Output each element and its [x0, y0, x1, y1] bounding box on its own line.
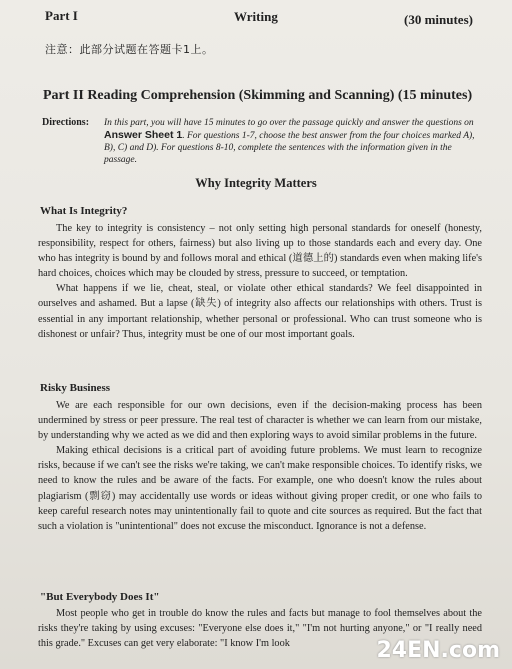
directions-label: Directions:: [42, 117, 90, 128]
paragraph: We are each responsible for our own decisions, even if the decision-making process has been undermined by stress or peer pressure. The real test of character is whether we can learn from our mistake, by understanding why we acted as we did and then exploring ways to avoid similar problems in the future.: [38, 400, 482, 442]
directions-text-part2: . For questions 1-7, choose the best answer from the four choices marked A), B), C) and D). For questions 8-10, complete the sentences with the information given in the passage.: [104, 131, 475, 165]
section-heading-integrity: What Is Integrity?: [40, 205, 128, 217]
part1-label: Part I: [45, 8, 78, 23]
directions-text: [104, 117, 484, 166]
paragraph: Making ethical decisions is a critical part of avoiding future problems. We must learn to recognize risks, because if we can't see the risks we're taking, we can't make responsible choices. To identify risks, we need to know the rules and be aware of the facts. For example, one who doesn't know the rules about plagiarism (剽窃) may accidentally use words or ideas without giving proper credit, or one who fails to keep careful research notes may unintentionally fail to quote and cite sources as required. But the fact that such a violation is "unintentional" does not excuse the misconduct. Ignorance is not a defense.: [38, 445, 482, 532]
article-title: Why Integrity Matters: [195, 176, 317, 190]
directions-text-part1: In this part, you will have 15 minutes to go over the passage quickly and answer the questions on: [104, 118, 474, 128]
answer-sheet-ref: Answer Sheet 1: [104, 129, 183, 141]
part1-minutes: (30 minutes): [404, 12, 473, 27]
paragraph: Most people who get in trouble do know the rules and facts but manage to fool themselves about the risks they're taking by using excuses: "Everyone else does it," "I'm not hurting anyone," or "I really need this grade." Excuses can get very elaborate: "I know I'm look: [38, 608, 482, 650]
paragraph: What happens if we lie, cheat, steal, or violate other ethical standards? We feel disappointed in ourselves and ashamed. But a lapse (缺失) of integrity also affects our relationships with others. Trust is essential in any important relationship, whether personal or professional. Who can trust someone who is dishonest or unfair? Thus, integrity must be one of our most important goals.: [38, 283, 482, 340]
answer-sheet-notice: 注意：此部分试题在答题卡1上。: [45, 43, 214, 56]
part1-title: Writing: [234, 9, 278, 24]
section-heading-risky-business: Risky Business: [40, 382, 111, 394]
paragraph: The key to integrity is consistency – not only setting high personal standards for oneself (honesty, responsibility, respect for others, fairness) but also living up to those standards each and every day. One who has integrity is bound by and follows moral and ethical (道德上的) standards even when making life's hard choices, choices which may be clouded by stress, pressure to succeed, or temptation.: [38, 223, 482, 280]
section-risky-business-body: [38, 398, 482, 534]
site-watermark: 24EN.com: [376, 638, 500, 663]
section-heading-everybody-does-it: "But Everybody Does It": [40, 591, 160, 603]
section-integrity-body: [38, 221, 482, 342]
part2-heading: Part II Reading Comprehension (Skimming and Scanning) (15 minutes): [43, 88, 473, 103]
